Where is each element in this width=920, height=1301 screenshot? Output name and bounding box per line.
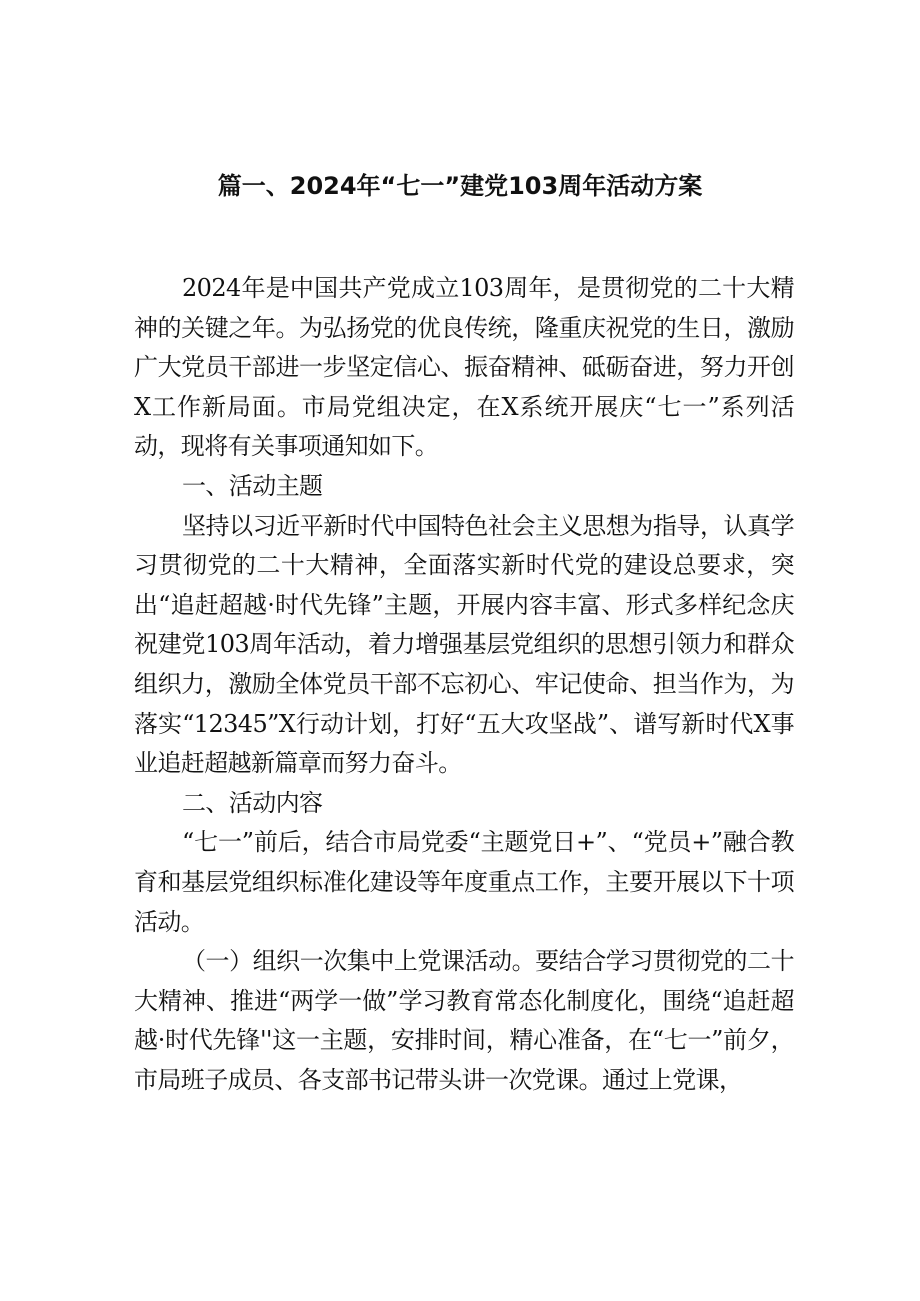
paragraph-theme: 坚持以习近平新时代中国特色社会主义思想为指导，认真学习贯彻党的二十大精神，全面落实新时代党的建设总要求，突出“追赶超越·时代先锋”主题，开展内容丰富、形式多样纪念庆祝建党103周年活动，着力增强基层党组织的思想引领力和群众组织力，激励全体党员干部不忘初心、牢记使命、担当作为，为落实“12345”X行动计划，打好“五大攻坚战”、谱写新时代X事业追赶超越新篇章而努力奋斗。: [134, 511, 794, 778]
document-title: 篇一、2024年“七一”建党103周年活动方案: [217, 172, 703, 200]
section-heading-theme: 一、活动主题: [182, 471, 323, 500]
document-body: [134, 269, 794, 1100]
paragraph-activity-one: （一）组织一次集中上党课活动。要结合学习贯彻党的二十大精神、推进“两学一做”学习教育常态化制度化，围绕“追赶超越·时代先锋''这一主题，安排时间，精心准备，在“七一”前夕，市局班子成员、各支部书记带头讲一次党课。通过上党课，: [134, 947, 794, 1094]
paragraph-intro: 2024年是中国共产党成立103周年，是贯彻党的二十大精神的关键之年。为弘扬党的优良传统，隆重庆祝党的生日，激励广大党员干部进一步坚定信心、振奋精神、砥砺奋进，努力开创X工作新局面。市局党组决定，在X系统开展庆“七一”系列活动，现将有关事项通知如下。: [134, 274, 794, 461]
paragraph-content-intro: “七一”前后，结合市局党委“主题党日+”、“党员+”融合教育和基层党组织标准化建设等年度重点工作，主要开展以下十项活动。: [134, 828, 794, 936]
section-heading-content: 二、活动内容: [182, 788, 323, 817]
